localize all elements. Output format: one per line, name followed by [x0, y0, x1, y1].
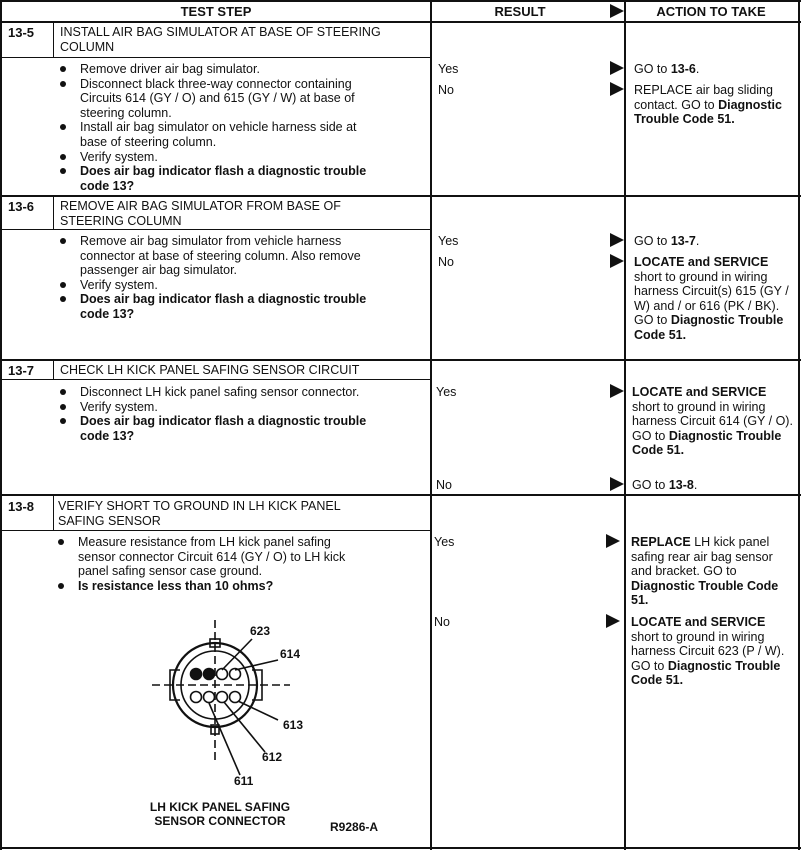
number-divider-1: [53, 23, 54, 57]
action-run: GO to: [634, 62, 671, 76]
action-run: short to ground in wiring harness Circuit 614 (GY / O). GO to: [632, 399, 793, 443]
step-number: 13-6: [8, 199, 35, 214]
bullet: Verify system.: [56, 150, 426, 165]
pin: [204, 692, 215, 703]
pin: [217, 692, 228, 703]
step-title: [58, 499, 341, 528]
step-title-line: SAFING SENSOR: [58, 513, 161, 528]
result-label: Yes: [438, 234, 459, 248]
step-bullets: [56, 62, 426, 193]
bullet-question: Does air bag indicator flash a diagnostic trouble code 13?: [56, 292, 426, 321]
pin-label: 623: [250, 624, 271, 638]
title-divider-3: [0, 379, 432, 380]
step-number: 13-7: [8, 363, 35, 378]
arrow-icon: [610, 82, 624, 96]
arrow-icon: [610, 233, 624, 247]
step-title-line: STEERING COLUMN: [60, 213, 182, 228]
step-title-line: REMOVE AIR BAG SIMULATOR FROM BASE OF: [60, 199, 341, 213]
action-text: [631, 615, 795, 688]
row-divider-1: [0, 195, 801, 197]
action-run: 13-8: [668, 478, 694, 492]
step-title-line: CHECK LH KICK PANEL SAFING SENSOR CIRCUIT: [60, 363, 360, 377]
bullet-question: Is resistance less than 10 ohms?: [54, 579, 426, 594]
bullet: Measure resistance from LH kick panel safing sensor connector Circuit 614 (GY / O) to LH kick panel safing sensor case ground.: [54, 535, 426, 579]
arrow-icon: [610, 61, 624, 75]
action-run: GO to: [634, 234, 671, 248]
header-test-step: TEST STEP: [180, 4, 252, 19]
result-label: No: [434, 615, 450, 629]
action-run: LOCATE and SERVICE: [634, 255, 769, 269]
action-text: [634, 62, 798, 77]
pin-label: 612: [262, 750, 283, 764]
pin-label: 611: [234, 774, 254, 788]
action-text: [632, 385, 796, 458]
step-bullets: [56, 385, 426, 443]
pin: [191, 692, 202, 703]
leader-line: [224, 702, 265, 752]
action-text: [634, 234, 798, 249]
header-action: ACTION TO TAKE: [656, 4, 766, 19]
bullet-question: Does air bag indicator flash a diagnostic trouble code 13?: [56, 164, 426, 193]
border-top: [0, 0, 801, 2]
action-text: [631, 535, 795, 608]
row-divider-2: [0, 359, 801, 361]
bullet: Remove driver air bag simulator.: [56, 62, 426, 77]
action-run: short to ground in wiring harness Circuit 623 (P / W). GO to: [631, 629, 785, 673]
step-title-line: COLUMN: [60, 39, 115, 54]
result-label: No: [436, 478, 452, 492]
action-run: short to ground in wiring harness Circuit(s) 615 (GY / W) and / or 616 (PK / BK). GO to: [634, 269, 789, 328]
border-bottom: [0, 847, 801, 849]
step-title-line: VERIFY SHORT TO GROUND IN LH KICK PANEL: [58, 499, 341, 513]
pin-label: 613: [283, 718, 304, 732]
action-run: GO to: [632, 478, 669, 492]
arrow-icon: [610, 254, 624, 268]
action-run: .: [695, 234, 700, 248]
action-run: Diagnostic Trouble Code 51.: [632, 428, 782, 458]
action-run: .: [693, 478, 698, 492]
pin-label: 614: [280, 647, 301, 661]
header-arrow-icon: [610, 4, 624, 18]
bullet: Verify system.: [56, 278, 426, 293]
arrow-icon: [606, 534, 620, 548]
action-run: 13-7: [670, 234, 696, 248]
bullet-question: Does air bag indicator flash a diagnostic trouble code 13?: [56, 414, 426, 443]
column-divider-2: [624, 0, 626, 850]
arrow-icon: [610, 384, 624, 398]
title-divider-4: [0, 530, 432, 531]
header-result: RESULT: [494, 4, 546, 19]
header-divider: [0, 21, 801, 23]
result-label: Yes: [434, 535, 455, 549]
result-label: Yes: [438, 62, 459, 76]
step-number: 13-5: [8, 25, 35, 40]
bullet: Remove air bag simulator from vehicle harness connector at base of steering column. Also remove passenger air bag simulator.: [56, 234, 426, 278]
action-text: [634, 255, 798, 343]
action-run: Diagnostic Trouble Code 51.: [634, 313, 784, 342]
arrow-icon: [606, 614, 620, 628]
step-title: [60, 199, 341, 228]
action-run: Diagnostic Trouble Code 51.: [631, 578, 779, 608]
bullet: Disconnect LH kick panel safing sensor connector.: [56, 385, 426, 400]
pin: [191, 669, 202, 680]
figure-caption: LH KICK PANEL SAFING SENSOR CONNECTOR: [149, 800, 291, 828]
number-divider-4: [53, 496, 54, 530]
action-run: Diagnostic Trouble Code 51.: [631, 658, 781, 688]
result-label: Yes: [436, 385, 457, 399]
action-run: LOCATE and SERVICE: [632, 385, 767, 399]
leader-line: [238, 701, 278, 720]
arrow-icon: [610, 477, 624, 491]
step-bullets: [54, 535, 426, 593]
leader-line: [209, 703, 240, 775]
step-title: [60, 25, 381, 54]
figure-id: R9286-A: [330, 820, 379, 834]
bullet: Install air bag simulator on vehicle harness side at base of steering column.: [56, 120, 426, 149]
action-run: REPLACE: [631, 535, 691, 549]
connector-diagram: [140, 615, 350, 795]
action-text: [632, 478, 796, 493]
row-divider-3: [0, 494, 801, 496]
bullet: Disconnect black three-way connector containing Circuits 614 (GY / O) and 615 (GY / W) at base of steering column.: [56, 77, 426, 121]
title-divider-2: [0, 229, 432, 230]
action-run: 13-6: [670, 62, 696, 76]
action-text: [634, 83, 798, 127]
bullet: Verify system.: [56, 400, 426, 415]
number-divider-2: [53, 197, 54, 229]
pin: [217, 669, 228, 680]
column-divider-1: [430, 0, 432, 850]
step-bullets: [56, 234, 426, 322]
action-run: LH kick panel safing rear air bag sensor and bracket. GO to: [631, 535, 773, 579]
leader-line: [235, 660, 278, 670]
result-label: No: [438, 255, 454, 269]
action-run: REPLACE air bag sliding contact. GO to: [634, 83, 773, 112]
step-title-line: INSTALL AIR BAG SIMULATOR AT BASE OF STEERING: [60, 25, 381, 39]
action-run: LOCATE and SERVICE: [631, 615, 766, 629]
action-run: Diagnostic Trouble Code 51.: [634, 97, 782, 127]
step-number: 13-8: [8, 499, 35, 514]
pin: [230, 669, 241, 680]
number-divider-3: [53, 361, 54, 379]
border-left: [0, 0, 2, 850]
action-run: .: [695, 62, 700, 76]
border-right: [798, 0, 800, 850]
step-title: [60, 363, 359, 378]
pin: [204, 669, 215, 680]
result-label: No: [438, 83, 454, 97]
title-divider-1: [0, 57, 432, 58]
